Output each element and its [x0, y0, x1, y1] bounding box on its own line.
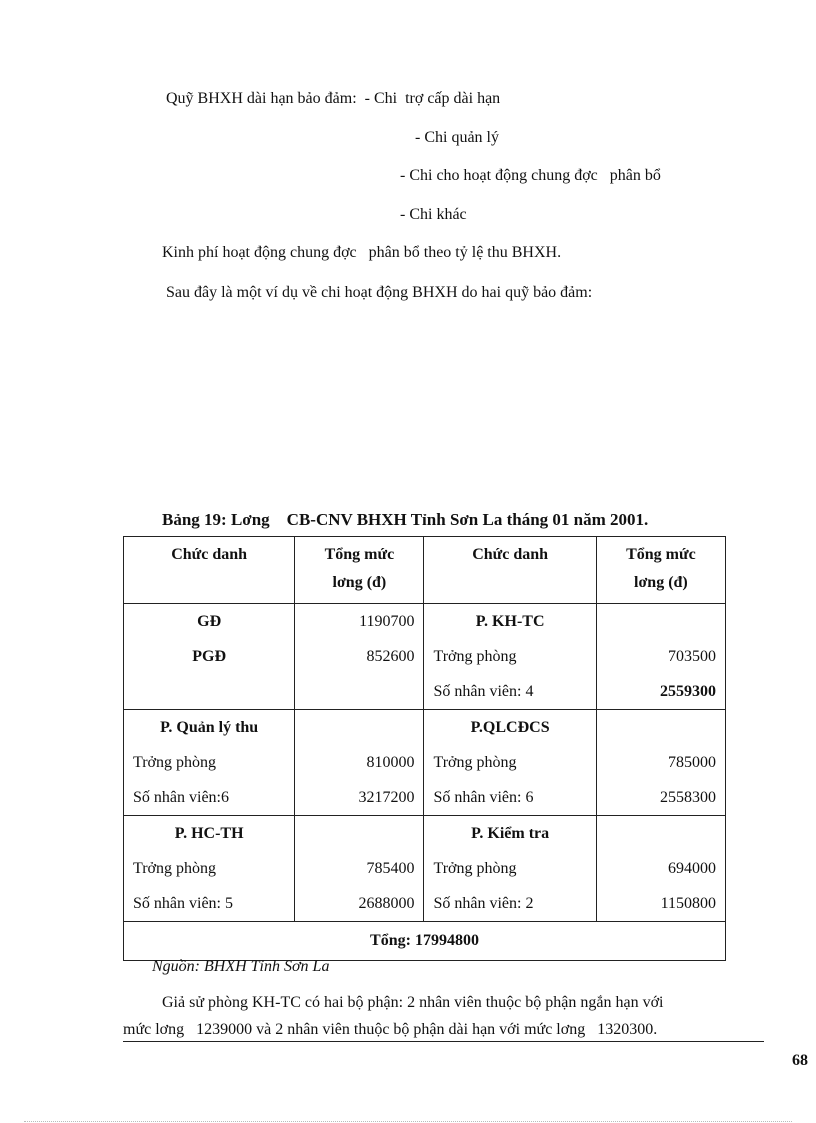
table-cell: Trởng phòng [424, 745, 596, 780]
table-row [124, 604, 726, 640]
table-cell: 694000 [596, 851, 725, 886]
table-cell [596, 604, 725, 640]
table-cell: Trởng phòng [424, 851, 596, 886]
table-cell: P.QLCĐCS [424, 710, 596, 746]
table-cell: Số nhân viên: 6 [424, 780, 596, 816]
table-cell: 3217200 [295, 780, 424, 816]
table-cell: Trởng phòng [124, 851, 295, 886]
table-title: Bảng 19: Lơng CB-CNV BHXH Tỉnh Sơn La tháng 01 năm 2001. [162, 510, 649, 529]
table-cell: 1190700 [295, 604, 424, 640]
table-cell: Số nhân viên: 4 [424, 674, 596, 710]
table-cell: GĐ [124, 604, 295, 640]
table-cell: P. KH-TC [424, 604, 596, 640]
intro-line-2: - Chi quản lý [415, 129, 499, 146]
intro-line-1: Quỹ BHXH dài hạn bảo đảm: - Chi trợ cấp dài hạn [166, 90, 501, 107]
intro-line-3: - Chi cho hoạt động chung đợc phân bổ [400, 167, 661, 184]
table-cell [295, 710, 424, 746]
table-cell: 1150800 [596, 886, 725, 922]
table-row [124, 851, 726, 886]
table-row [124, 639, 726, 674]
table-row [124, 886, 726, 922]
table-total-row [124, 922, 726, 961]
table-row [124, 816, 726, 852]
table-cell: Số nhân viên: 5 [124, 886, 295, 922]
header-salary-1: Tổng mức lơng (đ) [295, 537, 424, 604]
intro-line-5: Kinh phí hoạt động chung đợc phân bổ theo tỷ lệ thu BHXH. [162, 244, 562, 261]
table-cell: Trởng phòng [124, 745, 295, 780]
table-cell: PGĐ [124, 639, 295, 674]
header-salary-2: Tổng mức lơng (đ) [596, 537, 725, 604]
table-cell: 810000 [295, 745, 424, 780]
table-cell [295, 674, 424, 710]
intro-line-4: - Chi khác [400, 206, 467, 223]
table-cell [596, 710, 725, 746]
table-cell [124, 674, 295, 710]
table-cell: P. Kiểm tra [424, 816, 596, 852]
paragraph-line-1: Giả sử phòng KH-TC có hai bộ phận: 2 nhân viên thuộc bộ phận ngắn hạn với [162, 994, 664, 1011]
paragraph-line-2: mức lơng 1239000 và 2 nhân viên thuộc bộ phận dài hạn với mức lơng 1320300. [123, 1021, 658, 1038]
table-row [124, 745, 726, 780]
table-cell: Số nhân viên: 2 [424, 886, 596, 922]
table-cell: 2558300 [596, 780, 725, 816]
table-cell: 2559300 [596, 674, 725, 710]
table-cell: 703500 [596, 639, 725, 674]
table-cell: P. HC-TH [124, 816, 295, 852]
table-cell: P. Quản lý thu [124, 710, 295, 746]
table-source: Nguồn: BHXH Tỉnh Sơn La [152, 958, 330, 975]
table-total: Tổng: 17994800 [124, 922, 726, 961]
footer-rule [123, 1041, 764, 1042]
table-row [124, 710, 726, 746]
table-cell: 785400 [295, 851, 424, 886]
header-position-1: Chức danh [124, 537, 295, 604]
table-header-row [124, 537, 726, 604]
intro-line-6: Sau đây là một ví dụ về chi hoạt động BHXH do hai quỹ bảo đảm: [166, 284, 593, 301]
table-cell: Trởng phòng [424, 639, 596, 674]
table-cell [596, 816, 725, 852]
table-cell [295, 816, 424, 852]
header-position-2: Chức danh [424, 537, 596, 604]
page-number: 68 [792, 1052, 808, 1069]
table-cell: 785000 [596, 745, 725, 780]
salary-table [123, 536, 726, 961]
table-cell: 2688000 [295, 886, 424, 922]
table-cell: 852600 [295, 639, 424, 674]
table-cell: Số nhân viên:6 [124, 780, 295, 816]
table-row [124, 780, 726, 816]
table-row [124, 674, 726, 710]
page-bottom-border [24, 1121, 792, 1122]
